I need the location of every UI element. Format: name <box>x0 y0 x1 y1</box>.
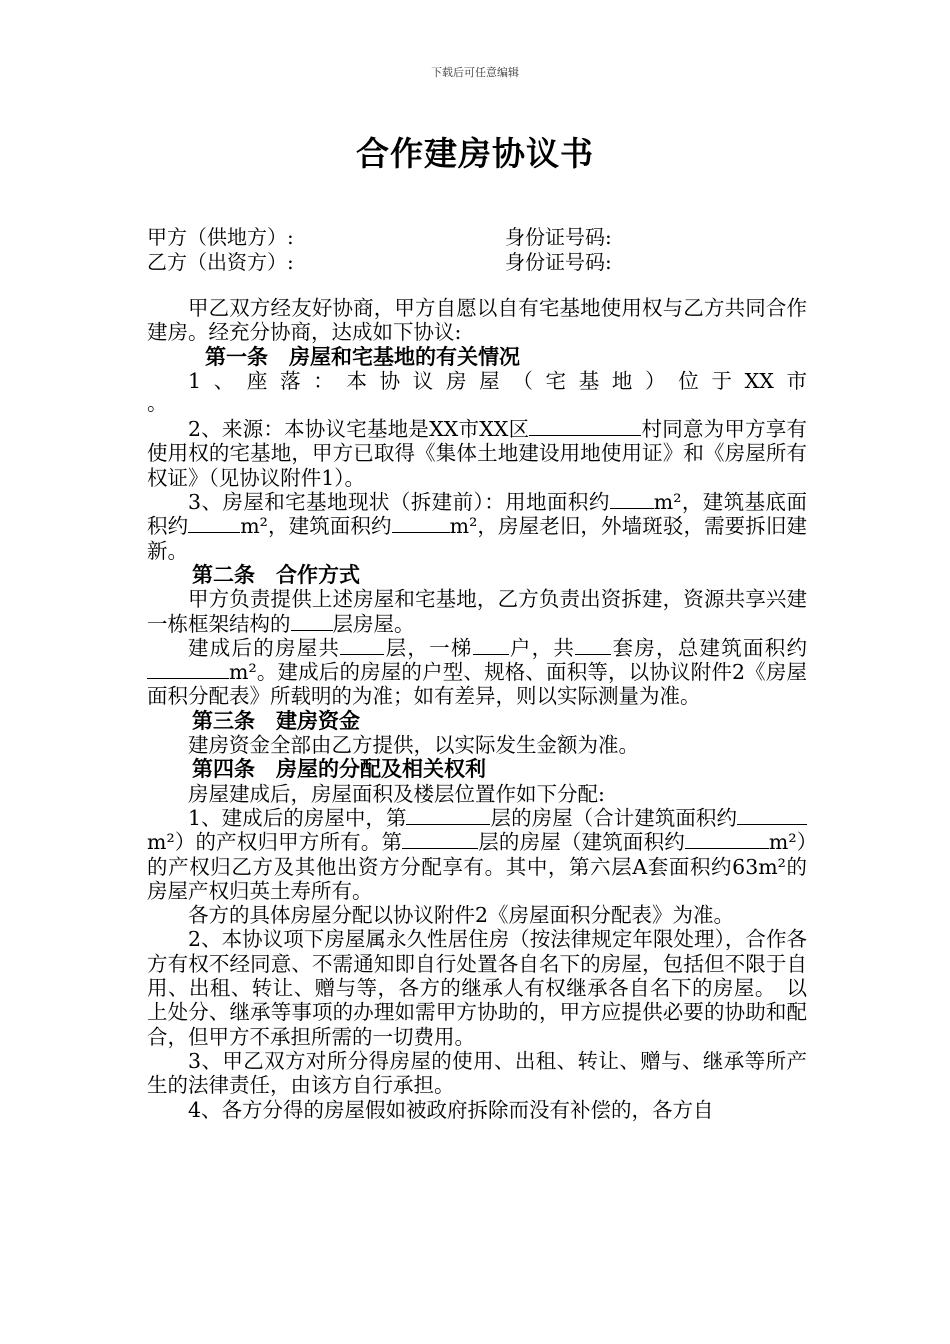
party-b-floor-blank <box>402 830 478 849</box>
art4-p1-text-b: 层的房屋（合计建筑面积约 <box>490 805 738 830</box>
art2-p1-text-b: 层房屋。 <box>332 611 415 636</box>
art2-p1-text-a: 甲方负责提供上述房屋和宅基地，乙方负责出资拆建，资源共享兴建一栋框架结构的 <box>147 587 807 636</box>
party-a-id-label: 身份证号码: <box>505 225 612 249</box>
base-area-blank <box>188 514 240 533</box>
art1-item3-text-a: 3、房屋和宅基地现状（拆建前）：用地面积约 <box>188 490 610 515</box>
party-b-line <box>147 250 612 274</box>
art2-p2-text-a: 建成后的房屋共 <box>188 635 341 660</box>
art4-paragraph-3: 2、本协议项下房屋属永久性居住房（按法律规定年限处理），合作各方有权不经同意、不需通知即自行处置各自名下的房屋，包括但不限于自用、出租、转让、赠与等，各方的继承人有权继承各自名下的房屋。 以上处分、继承等事项的办理如需甲方协助的，甲方应提供必要的协助和配合，但甲方不承担所需的一切费用。 <box>147 927 807 1049</box>
party-a-floor-blank <box>406 806 490 825</box>
document-body <box>147 296 807 1122</box>
art1-item2-text-a: 2、来源：本协议宅基地是XX市XX区 <box>188 417 530 442</box>
art4-paragraph-0: 房屋建成后，房屋面积及楼层位置作如下分配: <box>188 781 605 806</box>
party-a-line <box>147 225 612 249</box>
art4-p1-text-e: m²）的产权归乙方及其他出资方分配享有。其中，第六层A套面积约63m²的房屋产权归英土寿所有。 <box>147 830 807 903</box>
art4-paragraph-1 <box>147 806 807 903</box>
total-units-blank <box>575 636 611 655</box>
article-2-heading: 第二条 合作方式 <box>192 562 360 587</box>
art2-paragraph-2 <box>147 636 807 709</box>
article-3-heading: 第三条 建房资金 <box>192 708 360 733</box>
intro-paragraph: 甲乙双方经友好协商，甲方自愿以自有宅基地使用权与乙方共同合作建房。经充分协商，达成如下协议: <box>147 296 807 345</box>
art4-p1-text-a: 1、建成后的房屋中，第 <box>188 805 407 830</box>
art1-item3-text-b: m²，建筑基底面积约 <box>147 490 807 539</box>
party-a-label: 甲方（供地方）: <box>147 225 294 249</box>
art4-p1-text-d: 层的房屋（建筑面积约 <box>478 830 685 855</box>
art1-item3-text-d: m²，房屋老旧，外墙斑驳，需要拆旧建新。 <box>147 514 807 563</box>
art4-paragraph-5: 4、各方分得的房屋假如被政府拆除而没有补偿的，各方自 <box>188 1097 714 1122</box>
party-b-area-blank <box>685 830 769 849</box>
document-title: 合作建房协议书 <box>356 134 594 173</box>
art4-paragraph-2: 各方的具体房屋分配以协议附件2《房屋面积分配表》为准。 <box>188 903 735 928</box>
building-area-blank <box>392 514 450 533</box>
art2-p2-text-c: 户，共 <box>508 635 576 660</box>
article-1-heading: 第一条 房屋和宅基地的有关情况 <box>205 344 520 369</box>
total-floors-blank <box>340 636 384 655</box>
party-b-label: 乙方（出资方）: <box>147 250 294 274</box>
header-note: 下载后可任意编辑 <box>431 66 519 79</box>
party-a-area-blank <box>737 806 807 825</box>
art1-item3-text-c: m²，建筑面积约 <box>240 514 392 539</box>
art3-paragraph-1: 建房资金全部由乙方提供，以实际发生金额为准。 <box>188 733 639 758</box>
art2-p2-text-b: 层，一梯 <box>384 635 473 660</box>
village-blank <box>529 417 641 436</box>
units-per-floor-blank <box>473 636 509 655</box>
land-area-blank <box>610 490 654 509</box>
art1-item2 <box>147 417 807 490</box>
total-area-blank <box>147 660 229 679</box>
art1-item3 <box>147 490 807 563</box>
art4-paragraph-4: 3、甲乙双方对所分得房屋的使用、出租、转让、赠与、继承等所产生的法律责任，由该方自行承担。 <box>147 1048 807 1098</box>
art4-p1-text-c: m²）的产权归甲方所有。第 <box>147 830 403 855</box>
art2-p2-text-d: 套房，总建筑面积约 <box>611 635 808 660</box>
party-b-id-label: 身份证号码: <box>505 250 612 274</box>
floors-blank <box>291 612 333 631</box>
art1-item1-end: 。 <box>147 391 168 416</box>
article-4-heading: 第四条 房屋的分配及相关权利 <box>192 757 486 782</box>
art2-p2-text-e: m²。建成后的房屋的户型、规格、面积等，以协议附件2《房屋面积分配表》所载明的为准；如有差异，则以实际测量为准。 <box>147 660 807 709</box>
art1-item2-text-b: 村同意为甲方享有使用权的宅基地，甲方已取得《集体土地建设用地使用证》和《房屋所有权证》（见协议附件1）。 <box>147 417 808 490</box>
art1-item1 <box>147 369 807 393</box>
art1-item1-text: 1、座落：本协议房屋（宅基地）位于XX市 <box>188 368 807 393</box>
art2-paragraph-1 <box>147 587 807 636</box>
